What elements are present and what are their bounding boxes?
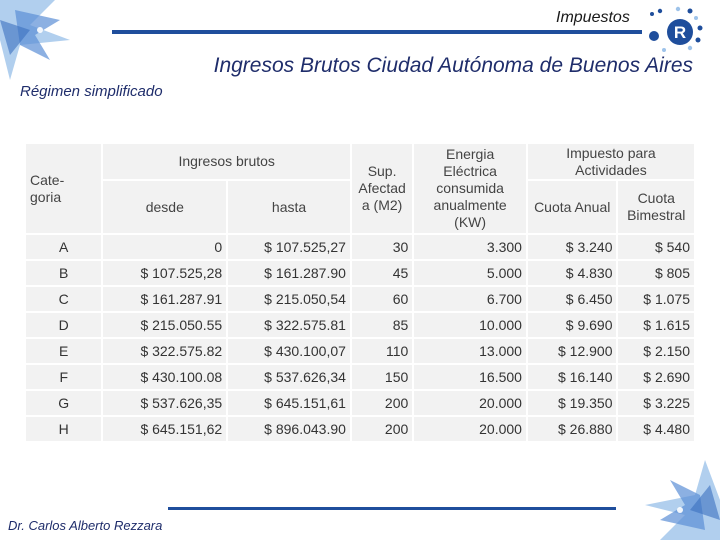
cell-desde: $ 107.525,28 <box>102 260 227 286</box>
table-row <box>25 416 695 442</box>
table-body <box>25 234 695 442</box>
cell-energia: 20.000 <box>413 390 527 416</box>
header-ingresos-brutos: Ingresos brutos <box>102 143 350 180</box>
table-row <box>25 286 695 312</box>
cell-cuota-bimestral: $ 1.075 <box>617 286 695 312</box>
header-cuota-anual: Cuota Anual <box>527 180 618 234</box>
header-hasta: hasta <box>227 180 351 234</box>
cell-sup: 150 <box>351 364 413 390</box>
cell-desde: $ 645.151,62 <box>102 416 227 442</box>
cell-hasta: $ 322.575.81 <box>227 312 351 338</box>
table-row <box>25 260 695 286</box>
header-desde: desde <box>102 180 227 234</box>
cell-energia: 3.300 <box>413 234 527 260</box>
cell-hasta: $ 107.525,27 <box>227 234 351 260</box>
cell-cuota-anual: $ 6.450 <box>527 286 618 312</box>
cell-energia: 10.000 <box>413 312 527 338</box>
cell-categoria: H <box>25 416 102 442</box>
logo-letter: R <box>673 23 687 42</box>
cell-hasta: $ 430.100,07 <box>227 338 351 364</box>
header-impuesto: Impuesto para Actividades <box>527 143 695 180</box>
cell-categoria: E <box>25 338 102 364</box>
cell-hasta: $ 161.287.90 <box>227 260 351 286</box>
cell-categoria: B <box>25 260 102 286</box>
cell-cuota-anual: $ 9.690 <box>527 312 618 338</box>
cell-cuota-bimestral: $ 4.480 <box>617 416 695 442</box>
cell-categoria: G <box>25 390 102 416</box>
cell-cuota-anual: $ 12.900 <box>527 338 618 364</box>
header-energia: Energia Eléctrica consumida anualmente (KW) <box>413 143 527 234</box>
cell-categoria: A <box>25 234 102 260</box>
star-decoration-icon <box>600 450 720 540</box>
cell-desde: $ 537.626,35 <box>102 390 227 416</box>
section-tag: Impuestos <box>556 9 630 26</box>
header-cuota-bimestral: Cuota Bimestral <box>617 180 695 234</box>
header-categoria: Cate- goria <box>25 143 102 234</box>
author-name: Dr. Carlos Alberto Rezzara <box>8 518 163 533</box>
header-sup-afectada: Sup. Afectad a (M2) <box>351 143 413 234</box>
page-title: Ingresos Brutos Ciudad Autónoma de Buenos Aires <box>213 54 693 77</box>
table-row <box>25 234 695 260</box>
table-row <box>25 312 695 338</box>
logo-dots-icon <box>644 6 708 56</box>
cell-cuota-bimestral: $ 3.225 <box>617 390 695 416</box>
cell-sup: 200 <box>351 416 413 442</box>
cell-desde: $ 322.575.82 <box>102 338 227 364</box>
cell-sup: 200 <box>351 390 413 416</box>
cell-hasta: $ 537.626,34 <box>227 364 351 390</box>
cell-desde: $ 430.100.08 <box>102 364 227 390</box>
cell-hasta: $ 896.043.90 <box>227 416 351 442</box>
tax-table-container <box>24 142 696 440</box>
cell-cuota-bimestral: $ 1.615 <box>617 312 695 338</box>
cell-energia: 13.000 <box>413 338 527 364</box>
cell-energia: 5.000 <box>413 260 527 286</box>
cell-cuota-bimestral: $ 2.690 <box>617 364 695 390</box>
page-subtitle: Régimen simplificado <box>20 83 163 100</box>
cell-sup: 30 <box>351 234 413 260</box>
table-row <box>25 364 695 390</box>
cell-desde: $ 215.050.55 <box>102 312 227 338</box>
cell-sup: 60 <box>351 286 413 312</box>
cell-cuota-bimestral: $ 805 <box>617 260 695 286</box>
cell-sup: 85 <box>351 312 413 338</box>
cell-cuota-anual: $ 19.350 <box>527 390 618 416</box>
cell-hasta: $ 645.151,61 <box>227 390 351 416</box>
cell-hasta: $ 215.050,54 <box>227 286 351 312</box>
cell-cuota-bimestral: $ 540 <box>617 234 695 260</box>
cell-categoria: C <box>25 286 102 312</box>
cell-sup: 110 <box>351 338 413 364</box>
cell-desde: $ 161.287.91 <box>102 286 227 312</box>
cell-energia: 16.500 <box>413 364 527 390</box>
header-rule <box>112 30 642 34</box>
cell-cuota-anual: $ 16.140 <box>527 364 618 390</box>
cell-cuota-anual: $ 4.830 <box>527 260 618 286</box>
cell-categoria: D <box>25 312 102 338</box>
tax-table <box>24 142 696 443</box>
table-row <box>25 338 695 364</box>
cell-cuota-anual: $ 26.880 <box>527 416 618 442</box>
cell-energia: 20.000 <box>413 416 527 442</box>
cell-categoria: F <box>25 364 102 390</box>
cell-cuota-anual: $ 3.240 <box>527 234 618 260</box>
cell-sup: 45 <box>351 260 413 286</box>
table-row <box>25 390 695 416</box>
cell-cuota-bimestral: $ 2.150 <box>617 338 695 364</box>
cell-desde: 0 <box>102 234 227 260</box>
star-decoration-icon <box>0 0 120 90</box>
footer-rule <box>168 507 616 510</box>
cell-energia: 6.700 <box>413 286 527 312</box>
